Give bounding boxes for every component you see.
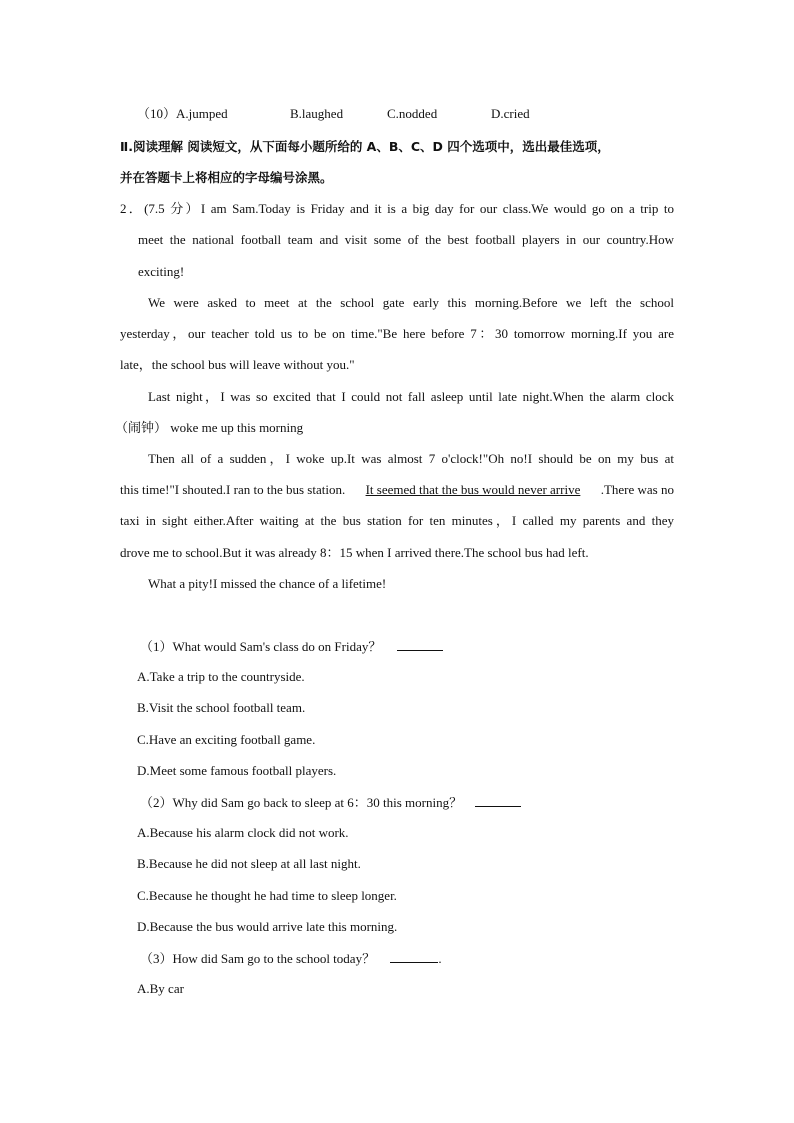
passage-text: .There was no — [600, 482, 674, 497]
passage-line: meet the national football team and visit some of the best football players in our country.How — [138, 232, 674, 247]
answer-option: D.Meet some famous football players. — [137, 763, 337, 778]
passage-line: What a pity!I missed the chance of a lifetime! — [148, 576, 387, 591]
question-stem-text: （1）What would Sam's class do on Friday？ — [140, 639, 382, 654]
stem-end: . — [438, 951, 442, 966]
answer-option: B.Because he did not sleep at all last night. — [137, 856, 361, 871]
passage-line: yesterday，our teacher told us to be on time."Be here before 7：30 tomorrow morning.If you are — [120, 326, 674, 341]
passage-line: late，the school bus will leave without you." — [120, 357, 355, 372]
answer-option: B.Visit the school football team. — [137, 700, 306, 715]
answer-option: D.Because the bus would arrive late this morning. — [137, 919, 398, 934]
answer-option: A.Take a trip to the countryside. — [137, 669, 305, 684]
passage-line: Last night，I was so excited that I could not fall asleep until late night.When the alarm clock — [148, 389, 674, 404]
answer-option: C.Because he thought he had time to sleep longer. — [137, 888, 397, 903]
q10-option-b: B.laughed — [290, 106, 344, 121]
passage-line: taxi in sight either.After waiting at the bus station for ten minutes，I called my parents and they — [120, 513, 674, 528]
q10-option-c: C.nodded — [387, 106, 438, 121]
passage-line: exciting! — [138, 264, 185, 279]
question-stem-text: （3）How did Sam go to the school today？ — [140, 951, 376, 966]
answer-blank[interactable] — [475, 794, 521, 807]
question-stem-text: （2）Why did Sam go back to sleep at 6：30 this morning？ — [140, 795, 463, 810]
question-3-stem — [140, 950, 442, 967]
passage-text: this time!"I shouted.I ran to the bus station. — [120, 482, 346, 497]
answer-option: A.By car — [137, 981, 184, 996]
answer-option: C.Have an exciting football game. — [137, 732, 316, 747]
q10-line — [137, 106, 258, 122]
section-heading-line1: Ⅱ.阅读理解 阅读短文，从下面每小题所给的 A、B、C、D 四个选项中，选出最佳选项， — [120, 139, 610, 154]
passage-line: Then all of a sudden，I woke up.It was almost 7 o'clock!"Oh no!I should be on my bus at — [148, 451, 674, 466]
passage-line: （闹钟） woke me up this morning — [115, 420, 304, 435]
question-1-stem — [140, 638, 443, 655]
section-heading-line2: 并在答题卡上将相应的字母编号涂黑。 — [120, 170, 333, 185]
passage-line: We were asked to meet at the school gate early this morning.Before we left the school — [148, 295, 674, 310]
q10-number: （10） — [137, 106, 177, 121]
passage-line — [120, 482, 674, 498]
answer-option: A.Because his alarm clock did not work. — [137, 825, 349, 840]
passage-header: 2．(7.5 分）I am Sam.Today is Friday and it is a big day for our class.We would go on a trip to — [120, 201, 674, 216]
answer-blank[interactable] — [390, 950, 438, 963]
q10-option-d: D.cried — [491, 106, 530, 121]
underlined-sentence: It seemed that the bus would never arrive — [365, 482, 581, 497]
passage-line: drove me to school.But it was already 8：15 when I arrived there.The school bus had left. — [120, 545, 589, 560]
q10-option-a: A.jumped — [176, 106, 228, 121]
question-2-stem — [140, 794, 521, 811]
answer-blank[interactable] — [397, 638, 443, 651]
